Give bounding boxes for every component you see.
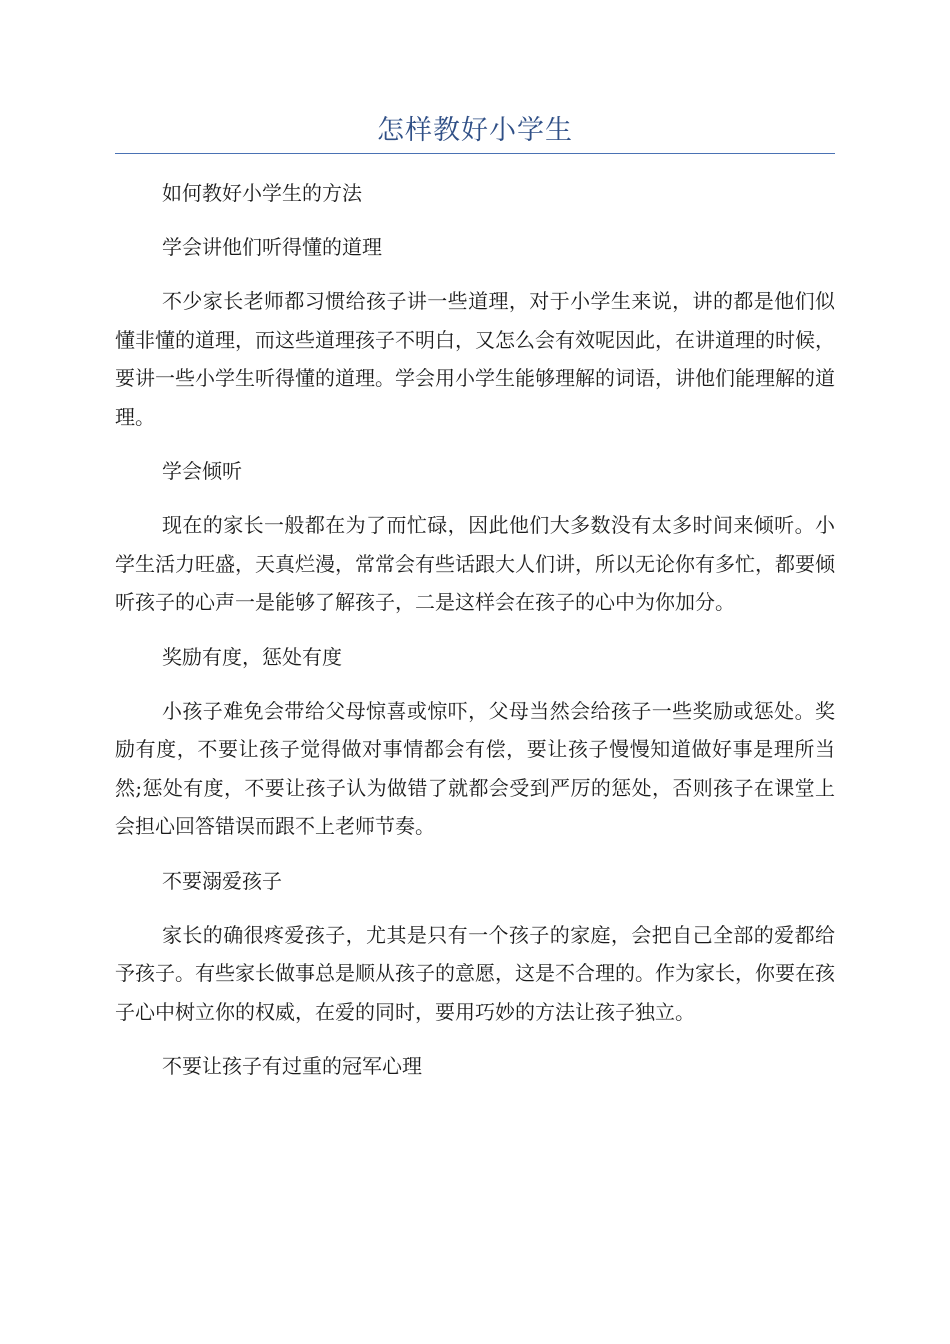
title-underline [115,153,835,154]
section-heading: 奖励有度，惩处有度 [162,644,342,669]
body-paragraph: 家长的确很疼爱孩子，尤其是只有一个孩子的家庭，会把自己全部的爱都给予孩子。有些家长做事总是顺从孩子的意愿，这是不合理的。作为家长，你要在孩子心中树立你的权威，在爱的同时，要用巧妙的方法让孩子独立。 [115,922,835,1024]
body-paragraph: 不少家长老师都习惯给孩子讲一些道理，对于小学生来说，讲的都是他们似懂非懂的道理，而这些道理孩子不明白，又怎么会有效呢因此，在讲道理的时候，要讲一些小学生听得懂的道理。学会用小学生能够理解的词语，讲他们能理解的道理。 [115,289,835,429]
section-heading: 不要让孩子有过重的冠军心理 [162,1054,422,1078]
section-heading: 学会讲他们听得懂的道理 [162,235,382,259]
section-heading: 不要溺爱孩子 [162,868,282,893]
document-body [115,174,835,1101]
section-heading: 学会倾听 [162,459,242,483]
body-paragraph: 小孩子难免会带给父母惊喜或惊吓，父母当然会给孩子一些奖励或惩处。奖励有度，不要让孩子觉得做对事情都会有偿，要让孩子慢慢知道做好事是理所当然;惩处有度，不要让孩子认为做错了就都会受到严厉的惩处，否则孩子在课堂上会担心回答错误而跟不上老师节奏。 [115,698,835,838]
section-heading: 如何教好小学生的方法 [162,181,362,205]
body-paragraph: 现在的家长一般都在为了而忙碌，因此他们大多数没有太多时间来倾听。小学生活力旺盛，天真烂漫，常常会有些话跟大人们讲，所以无论你有多忙，都要倾听孩子的心声一是能够了解孩子，二是这样会在孩子的心中为你加分。 [115,513,835,614]
document-title: 怎样教好小学生 [377,115,573,146]
